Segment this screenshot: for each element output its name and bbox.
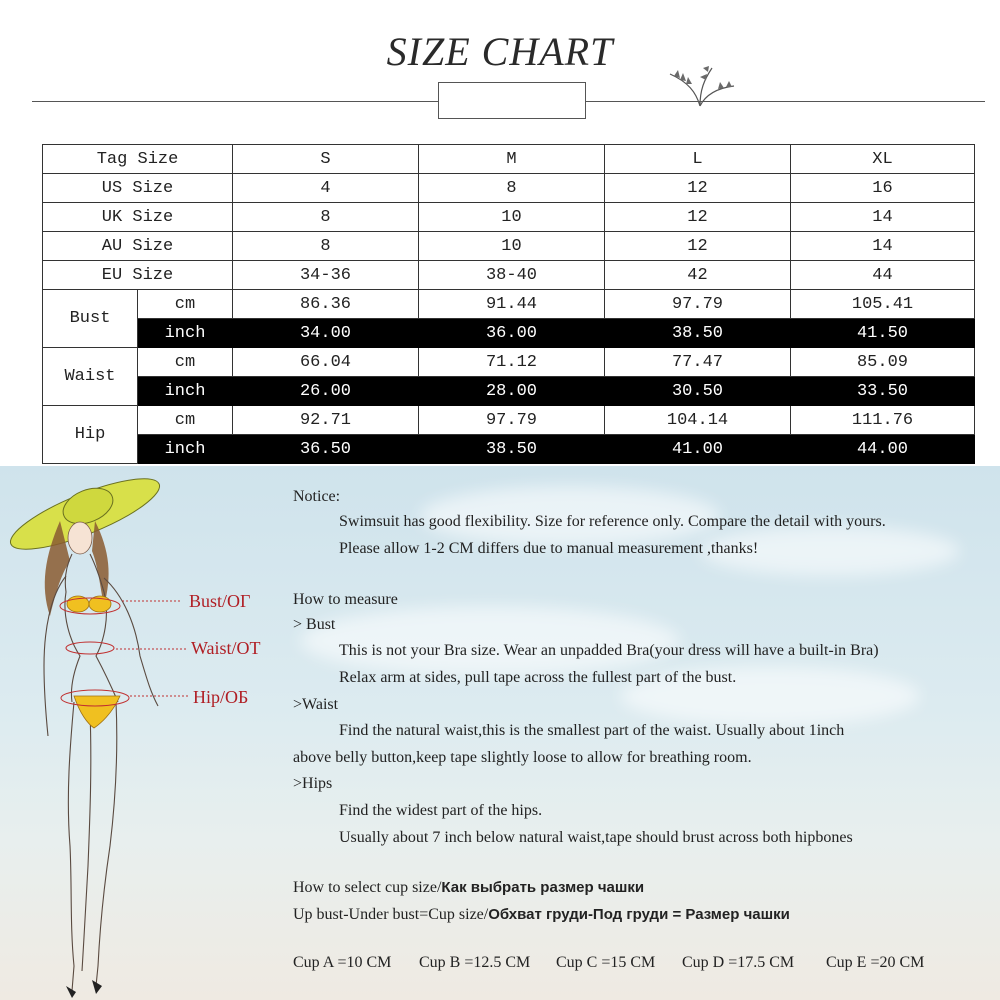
cup-size-item: Cup B =12.5 CM	[419, 954, 531, 971]
cup-size-item: Cup E =20 CM	[826, 954, 925, 971]
table-cell: M	[419, 145, 605, 174]
size-chart-table	[42, 144, 975, 464]
cup-formula	[293, 906, 790, 924]
cup-size-item: Cup D =17.5 CM	[682, 954, 795, 971]
table-cell: 111.76	[791, 406, 975, 435]
table-cell: 91.44	[419, 290, 605, 319]
table-cell: 77.47	[605, 348, 791, 377]
table-row	[43, 145, 975, 174]
table-row	[43, 406, 975, 435]
table-cell: 10	[419, 203, 605, 232]
table-row	[43, 203, 975, 232]
unit-label: inch	[138, 377, 233, 406]
table-cell: 71.12	[419, 348, 605, 377]
waist-label: Waist/ОТ	[191, 638, 261, 658]
table-cell: 41.50	[791, 319, 975, 348]
table-cell: 42	[605, 261, 791, 290]
table-cell: 14	[791, 203, 975, 232]
table-cell: 66.04	[233, 348, 419, 377]
table-row	[43, 435, 975, 464]
hips-instruction: Find the widest part of the hips.	[339, 802, 543, 819]
waist-heading: >Waist	[293, 696, 339, 713]
waist-instruction: Find the natural waist,this is the smallest part of the waist. Usually about 1inch	[339, 722, 845, 739]
hips-instruction: Usually about 7 inch below natural waist,tape should brust across both hipbones	[339, 829, 853, 846]
palm-leaf-icon	[660, 62, 740, 107]
table-row	[43, 348, 975, 377]
table-cell: 12	[605, 203, 791, 232]
table-cell: 8	[233, 203, 419, 232]
table-cell: 14	[791, 232, 975, 261]
hip-label: Hip/ОБ	[193, 687, 249, 707]
table-cell: 44.00	[791, 435, 975, 464]
measure-heading: How to measure	[293, 591, 398, 608]
table-cell: 34-36	[233, 261, 419, 290]
row-label: EU Size	[43, 261, 233, 290]
bust-instruction: Relax arm at sides, pull tape across the fullest part of the bust.	[339, 669, 737, 686]
table-cell: 36.00	[419, 319, 605, 348]
table-cell: 28.00	[419, 377, 605, 406]
table-cell: 38-40	[419, 261, 605, 290]
bust-label: Bust/ОГ	[189, 591, 251, 611]
cup-formula-en: Up bust-Under bust=Cup size/	[293, 906, 489, 923]
row-label: AU Size	[43, 232, 233, 261]
table-cell: L	[605, 145, 791, 174]
page-title: SIZE CHART	[386, 29, 614, 74]
table-cell: S	[233, 145, 419, 174]
group-label-hip: Hip	[43, 406, 138, 464]
table-cell: 12	[605, 174, 791, 203]
unit-label: cm	[138, 348, 233, 377]
table-cell: 97.79	[605, 290, 791, 319]
table-cell: 10	[419, 232, 605, 261]
table-cell: 8	[233, 232, 419, 261]
table-row	[43, 319, 975, 348]
table-cell: XL	[791, 145, 975, 174]
row-label: Tag Size	[43, 145, 233, 174]
table-cell: 30.50	[605, 377, 791, 406]
unit-label: cm	[138, 406, 233, 435]
table-cell: 8	[419, 174, 605, 203]
notice-heading: Notice:	[293, 488, 341, 505]
unit-label: inch	[138, 319, 233, 348]
unit-label: inch	[138, 435, 233, 464]
table-cell: 41.00	[605, 435, 791, 464]
table-row	[43, 290, 975, 319]
table-row	[43, 377, 975, 406]
table-cell: 34.00	[233, 319, 419, 348]
table-row	[43, 261, 975, 290]
hips-heading: >Hips	[293, 775, 333, 792]
table-cell: 38.50	[605, 319, 791, 348]
table-row	[43, 174, 975, 203]
cup-heading-ru: Как выбрать размер чашки	[441, 879, 645, 896]
table-cell: 4	[233, 174, 419, 203]
table-cell: 16	[791, 174, 975, 203]
row-label: UK Size	[43, 203, 233, 232]
table-cell: 38.50	[419, 435, 605, 464]
table-cell: 105.41	[791, 290, 975, 319]
table-cell: 104.14	[605, 406, 791, 435]
notice-line: Swimsuit has good flexibility. Size for reference only. Compare the detail with yours.	[339, 513, 886, 530]
table-row	[43, 232, 975, 261]
table-cell: 85.09	[791, 348, 975, 377]
bust-instruction: This is not your Bra size. Wear an unpadded Bra(your dress will have a built-in Bra)	[339, 642, 879, 659]
cup-size-item: Cup A =10 CM	[293, 954, 392, 971]
group-label-bust: Bust	[43, 290, 138, 348]
table-cell: 12	[605, 232, 791, 261]
unit-label: cm	[138, 290, 233, 319]
table-cell: 92.71	[233, 406, 419, 435]
woman-illustration	[0, 466, 290, 1000]
cup-formula-ru: Обхват груди-Под груди = Размер чашки	[488, 906, 790, 923]
table-cell: 44	[791, 261, 975, 290]
cup-size-item: Cup C =15 CM	[556, 954, 656, 971]
notice-line: Please allow 1-2 CM differs due to manual measurement ,thanks!	[339, 540, 759, 557]
row-label: US Size	[43, 174, 233, 203]
table-cell: 36.50	[233, 435, 419, 464]
table-cell: 26.00	[233, 377, 419, 406]
bust-heading: > Bust	[293, 616, 336, 633]
cup-heading	[293, 879, 644, 897]
cup-heading-en: How to select cup size/	[293, 879, 442, 896]
waist-instruction: above belly button,keep tape slightly loose to allow for breathing room.	[293, 749, 752, 766]
table-cell: 86.36	[233, 290, 419, 319]
table-cell: 33.50	[791, 377, 975, 406]
table-cell: 97.79	[419, 406, 605, 435]
group-label-waist: Waist	[43, 348, 138, 406]
title-frame	[438, 82, 586, 119]
